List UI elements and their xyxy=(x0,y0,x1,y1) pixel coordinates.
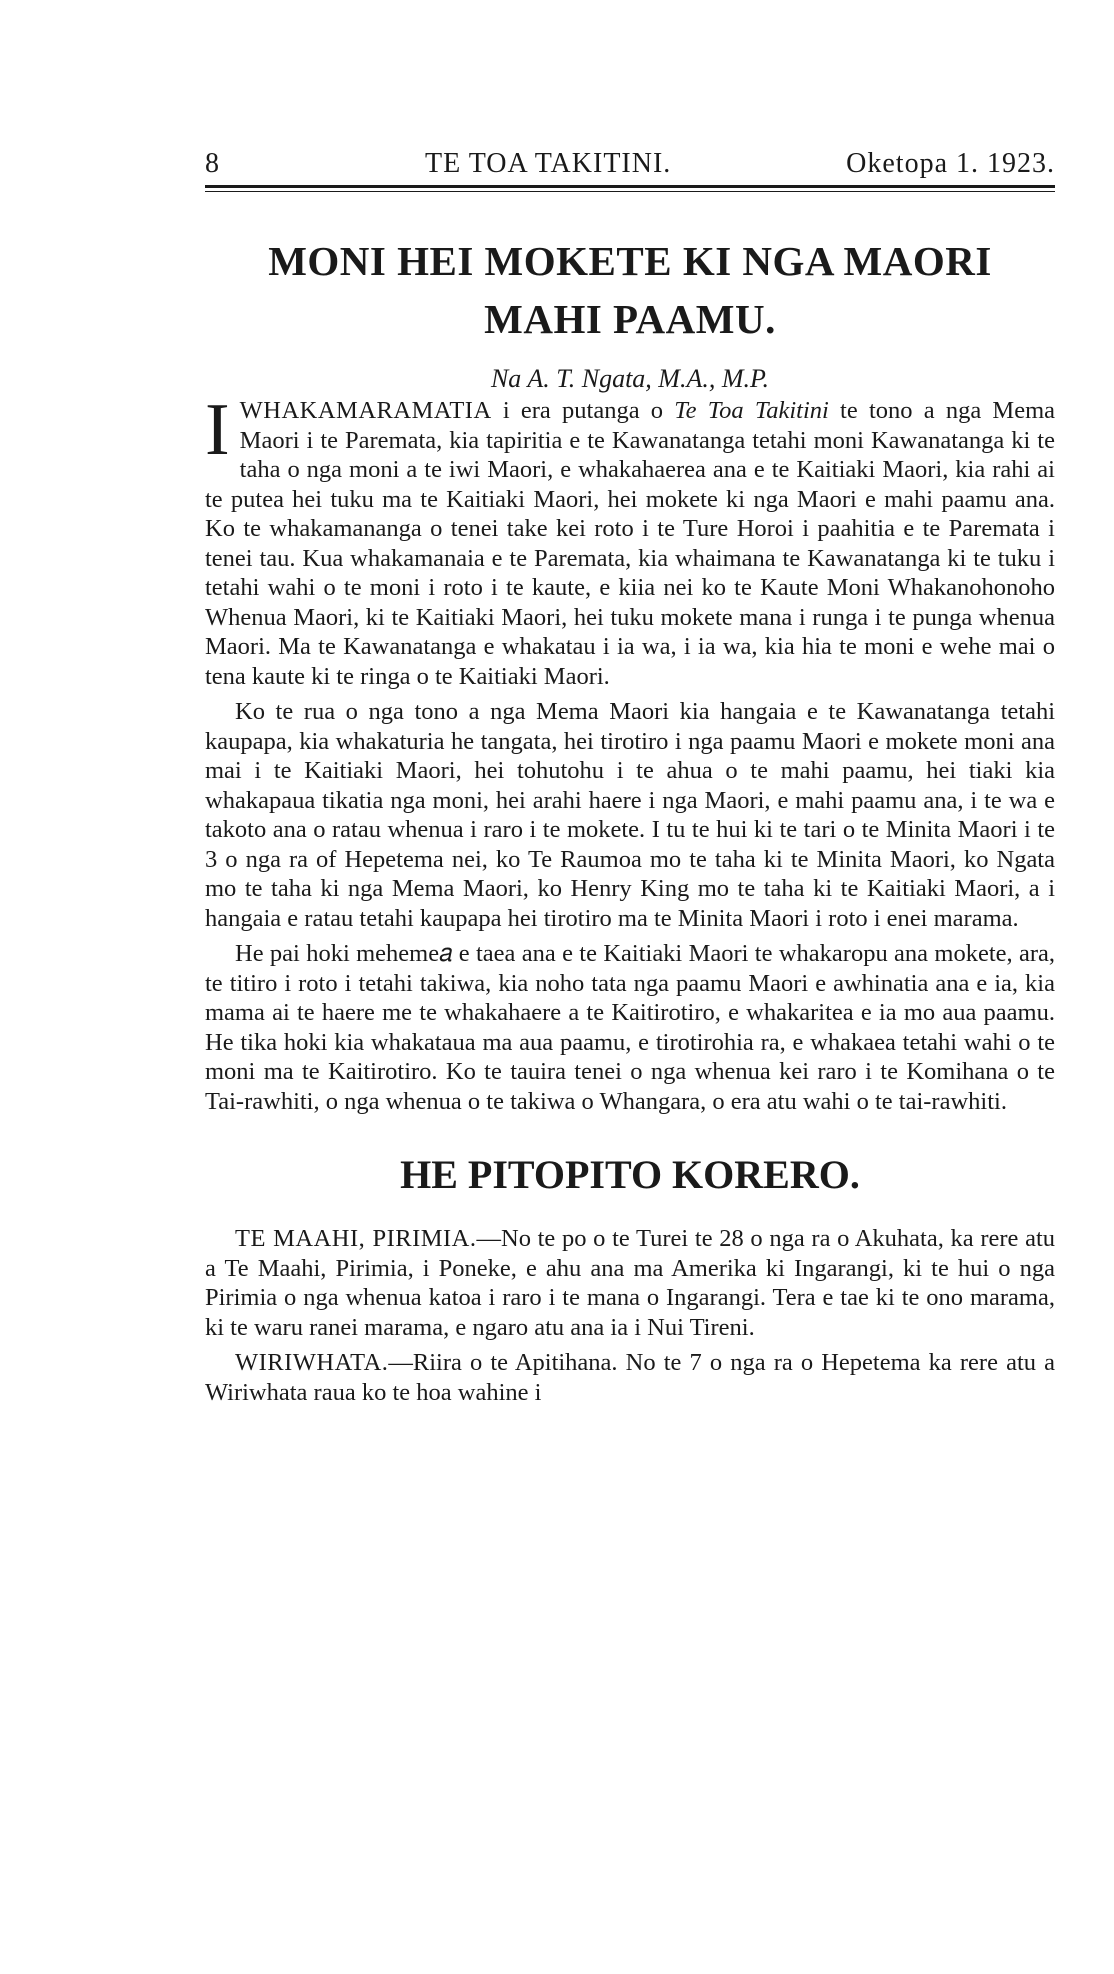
article-title: MONI HEI MOKETE KI NGA MAORI MAHI PAAMU. xyxy=(268,238,992,342)
news-item xyxy=(205,1224,1055,1342)
news-item-lead: WIRIWHATA. xyxy=(235,1349,389,1376)
header-rule-thick xyxy=(205,185,1055,188)
issue-date: Oketopa 1. 1923. xyxy=(846,148,1055,179)
article-paragraph: He pai hoki meheme𝑎 e taea ana e te Kaitiaki Maori te whakaropu ana mokete, ara, te titiro i roto i tetahi takiwa, kia noho tata nga paamu Maori e awhinatia ana e ia, kia mama ai te haere me te whakahaere a te Kaitirotiro, e whakaritea e ia mo aua paamu. He tika hoki kia whakataua ma aua paamu, e tirotirohia ra, e whakaea tetahi wahi o te moni ma te Kaitirotiro. Ko te tauira tenei o nga whenua kei raro i te Komihana o te Tai-rawhiti, o nga whenua o te takiwa o Whangara, o era atu wahi o te tai-rawhiti. xyxy=(205,940,1055,1115)
page-number: 8 xyxy=(205,148,220,179)
article-pitopito-korero xyxy=(205,1150,1055,1407)
drop-cap: I xyxy=(205,389,230,471)
news-item xyxy=(205,1348,1055,1407)
article-paragraph: Ko te rua o nga tono a nga Mema Maori kia hangaia e te Kawanatanga tetahi kaupapa, kia whakaturia he tangata, hei tirotiro i nga paamu Maori e mokete moni ana mai i te Kaitiaki Maori, hei tohutohu i te ahua o te mahi paamu, hei tiaki kia whakapaua tikatia nga moni, hei arahi haere i nga Maori, e mahi paamu ana, i te wa e takoto ana o ratau whenua i raro i te mokete. I tu te hui ki te tari o te Minita Maori i te 3 o nga ra of Hepetema nei, ko Te Raumoa mo te taha ki te Minita Maori, ko Ngata mo te taha ki nga Mema Maori, ko Henry King mo te taha ki te Kaitiaki Maori, a i hangaia e ratau tetahi kaupapa hei tirotiro ma te Minita Maori i roto i enei marama. xyxy=(205,698,1055,932)
news-item-text: —No te po o te Turei te 28 o nga ra o Akuhata, ka rere atu a Te Maahi, Pirimia, i Poneke, e ahu ana ma Amerika ki Ingarangi, ki te hui o nga Pirimia o nga whenua katoa i raro i te mana o Ingarangi. Tera e tae ki te ono marama, ki te waru ranei marama, e ngaro atu ana ia i Nui Tireni. xyxy=(205,1225,1056,1341)
byline: Na A. T. Ngata, M.A., M.P. xyxy=(490,364,770,393)
page-header xyxy=(205,145,1055,183)
news-item-lead: TE MAAHI, PIRIMIA. xyxy=(235,1225,477,1252)
news-item-text: —Riira o te Apitihana. No te 7 o nga ra o Hepetema ka rere atu a Wiriwhata raua ko te hoa wahine i xyxy=(205,1349,1055,1406)
paragraph-text: te tono a nga Mema Maori i te Paremata, kia tapiritia e te Kawanatanga tetahi moni Kawanatanga ki te taha o nga moni a te iwi Maori, e whakahaerea ana e te Kaitiaki Maori, kia rahi ai te putea hei tuku ma te Kaitiaki Maori, hei mokete ki nga Maori e mahi paamu ana. Ko te whakamananga o tenei take kei roto i te Ture Horoi i paahitia e te Paremata i tenei tau. Kua whakamanaia e te Paremata, kia whaimana te Kawanatanga ki te tuku i tetahi wahi o te moni i roto i te kaute, e kiia nei ko te Kaute Moni Whakanohonoho Whenua Maori, ki te Kaitiaki Maori, hei tuku mokete mana i runga i te punga whenua Maori. Ma te Kawanatanga e whakatau i ia wa, i ia wa, kia hia te moni e wehe mai o tena kaute ki te ringa o te Kaitiaki Maori. xyxy=(205,397,1055,690)
header-rule-thin xyxy=(205,191,1055,192)
section-title: HE PITOPITO KORERO. xyxy=(400,1152,860,1197)
publication-name: Te Toa Takitini xyxy=(674,397,829,424)
article-paragraph xyxy=(205,389,1055,691)
newspaper-page xyxy=(205,145,1055,1407)
article-moni-hei-mokete xyxy=(205,232,1055,1116)
lead-caps: WHAKAMARAMATIA xyxy=(239,397,492,424)
masthead: TE TOA TAKITINI. xyxy=(425,148,672,179)
paragraph-text: i era putanga o xyxy=(491,397,675,424)
